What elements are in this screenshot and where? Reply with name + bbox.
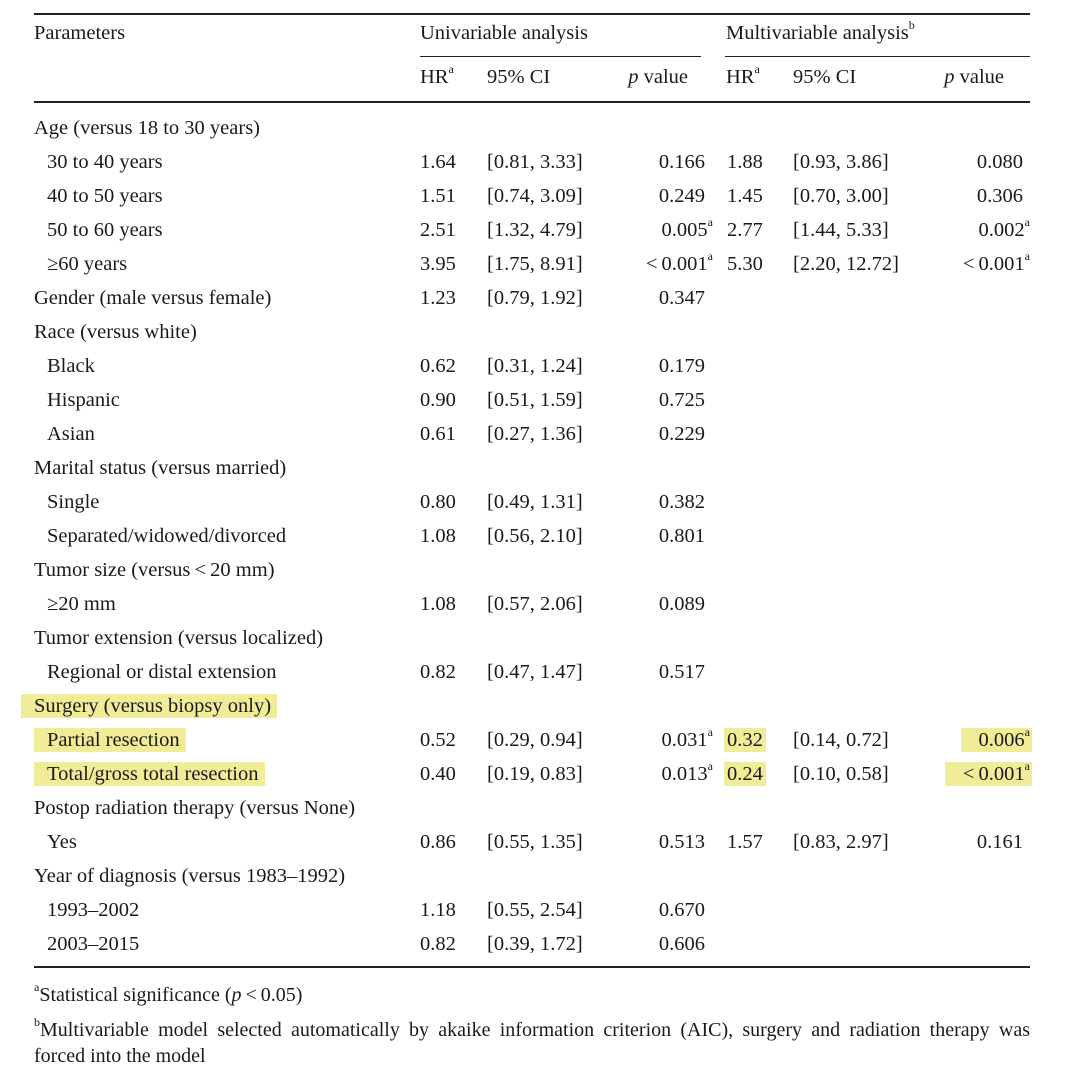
univariable-ci: [0.27, 1.36] (487, 423, 583, 445)
univariable-ci: [0.19, 0.83] (487, 763, 583, 785)
univariable-hr: 3.95 (420, 253, 456, 275)
univariable-p-value: 0.031$^a$ (661, 725, 713, 751)
univariable-ci-header: 95% CI (487, 66, 551, 88)
multivariable-ci: [0.93, 3.86] (793, 151, 889, 173)
univariable-ci: [0.79, 1.92] (487, 287, 583, 309)
multivariable-p-value: 0.306 (976, 185, 1023, 207)
multivariable-p-value: 0.006$^a$ (880, 727, 1032, 753)
row-label: Separated/widowed/divorced (47, 525, 287, 547)
univariable-ci: [0.81, 3.33] (487, 151, 583, 173)
univariable-p-value: 0.513 (658, 831, 705, 853)
univariable-header: Univariable analysis (420, 22, 588, 44)
univariable-hr: 2.51 (420, 219, 456, 241)
univariable-ci: [0.39, 1.72] (487, 933, 583, 955)
univariable-hr: 1.23 (420, 287, 456, 309)
univariable-hr: 1.64 (420, 151, 456, 173)
univariable-hr: 1.18 (420, 899, 456, 921)
univariable-hr: 1.08 (420, 525, 456, 547)
univariable-p-value: < 0.001$^a$ (645, 249, 713, 275)
multivariable-hr: 1.88 (727, 151, 763, 173)
univariable-p-value: 0.382 (658, 491, 705, 513)
univariable-hr: 0.61 (420, 423, 456, 445)
row-label: 50 to 60 years (47, 219, 163, 241)
multivariable-p-value: 0.002$^a$ (978, 215, 1030, 241)
multivariable-p-value: 0.161 (976, 831, 1023, 853)
univariable-hr: 1.51 (420, 185, 456, 207)
row-label: ≥20 mm (47, 593, 116, 615)
row-label: ≥60 years (47, 253, 128, 275)
univariable-ci: [0.74, 3.09] (487, 185, 583, 207)
univariable-ci: [0.29, 0.94] (487, 729, 583, 751)
row-label: Age (versus 18 to 30 years) (34, 117, 261, 139)
row-label: Tumor size (versus < 20 mm) (34, 559, 275, 581)
row-label: Black (47, 355, 95, 377)
univariable-hr: 1.08 (420, 593, 456, 615)
univariable-hr: 0.52 (420, 729, 456, 751)
row-label: Year of diagnosis (versus 1983–1992) (34, 865, 346, 887)
row-label: Race (versus white) (34, 321, 197, 343)
univariable-hr: 0.62 (420, 355, 456, 377)
multivariable-hr: 1.57 (727, 831, 763, 853)
row-label: 1993–2002 (47, 899, 140, 921)
multivariable-ci: [0.10, 0.58] (793, 763, 889, 785)
univariable-ci: [0.55, 2.54] (487, 899, 583, 921)
univariable-ci: [1.75, 8.91] (487, 253, 583, 275)
multivariable-hr: 2.77 (727, 219, 763, 241)
univariable-p-value: 0.013$^a$ (661, 759, 713, 785)
univariable-p-header: p value (628, 66, 688, 88)
multivariable-p-value: 0.080 (976, 151, 1023, 173)
univariable-ci: [1.32, 4.79] (487, 219, 583, 241)
univariable-hr: 0.86 (420, 831, 456, 853)
multivariable-underline (725, 56, 1030, 57)
multivariable-ci: [0.83, 2.97] (793, 831, 889, 853)
multivariable-p-value: < 0.001$^a$ (880, 761, 1032, 787)
univariable-p-value: 0.670 (658, 899, 705, 921)
header-bottom-rule (34, 101, 1030, 103)
univariable-p-value: 0.347 (658, 287, 705, 309)
row-label: Marital status (versus married) (34, 457, 287, 479)
univariable-p-value: 0.179 (658, 355, 705, 377)
univariable-ci: [0.49, 1.31] (487, 491, 583, 513)
univariable-ci: [0.55, 1.35] (487, 831, 583, 853)
table-top-rule (34, 13, 1030, 15)
univariable-ci: [0.57, 2.06] (487, 593, 583, 615)
univariable-hr: 0.90 (420, 389, 456, 411)
multivariable-ci: [0.70, 3.00] (793, 185, 889, 207)
univariable-p-value: 0.725 (658, 389, 705, 411)
row-label: Gender (male versus female) (34, 287, 272, 309)
multivariable-header: Multivariable analysis$^b$ (726, 18, 915, 44)
multivariable-hr: 0.24 (724, 761, 766, 787)
row-label: Total/gross total resection (34, 761, 265, 787)
univariable-hr: 0.40 (420, 763, 456, 785)
footnote-b: $^b$Multivariable model selected automatically by akaike information criterion (AIC), surgery and radiation therapy was forced into the model (34, 1015, 1030, 1067)
univariable-p-value: 0.517 (658, 661, 705, 683)
row-label: Hispanic (47, 389, 120, 411)
univariable-ci: [0.51, 1.59] (487, 389, 583, 411)
univariable-p-value: 0.166 (658, 151, 705, 173)
row-label: Postop radiation therapy (versus None) (34, 797, 356, 819)
univariable-p-value: 0.606 (658, 933, 705, 955)
univariable-hr: 0.82 (420, 661, 456, 683)
multivariable-hr-header: $HR^a$ (726, 62, 760, 88)
multivariable-hr: 5.30 (727, 253, 763, 275)
parameters-header: Parameters (34, 22, 126, 44)
row-label: 2003–2015 (47, 933, 140, 955)
row-label: 30 to 40 years (47, 151, 163, 173)
multivariable-hr: 0.32 (724, 727, 766, 753)
univariable-underline (420, 56, 701, 57)
row-label: Asian (47, 423, 95, 445)
multivariable-p-value: < 0.001$^a$ (962, 249, 1030, 275)
univariable-ci: [0.47, 1.47] (487, 661, 583, 683)
footnote-a: $^a$Statistical significance (p < 0.05) (34, 980, 303, 1006)
row-label: Regional or distal extension (47, 661, 277, 683)
univariable-p-value: 0.801 (658, 525, 705, 547)
univariable-p-value: 0.229 (658, 423, 705, 445)
row-label: Partial resection (34, 727, 186, 753)
univariable-p-value: 0.005$^a$ (661, 215, 713, 241)
univariable-hr: 0.82 (420, 933, 456, 955)
multivariable-ci: [1.44, 5.33] (793, 219, 889, 241)
multivariable-ci-header: 95% CI (793, 66, 857, 88)
row-label: Single (47, 491, 100, 513)
table-bottom-rule (34, 966, 1030, 968)
multivariable-ci: [0.14, 0.72] (793, 729, 889, 751)
multivariable-hr: 1.45 (727, 185, 763, 207)
multivariable-p-header: p value (944, 66, 1004, 88)
row-label: 40 to 50 years (47, 185, 163, 207)
multivariable-ci: [2.20, 12.72] (793, 253, 899, 275)
univariable-p-value: 0.249 (658, 185, 705, 207)
row-label: Surgery (versus biopsy only) (21, 693, 277, 719)
univariable-ci: [0.56, 2.10] (487, 525, 583, 547)
univariable-hr-header: $HR^a$ (420, 62, 454, 88)
row-label: Tumor extension (versus localized) (34, 627, 324, 649)
univariable-p-value: 0.089 (658, 593, 705, 615)
univariable-hr: 0.80 (420, 491, 456, 513)
row-label: Yes (47, 831, 77, 853)
univariable-ci: [0.31, 1.24] (487, 355, 583, 377)
